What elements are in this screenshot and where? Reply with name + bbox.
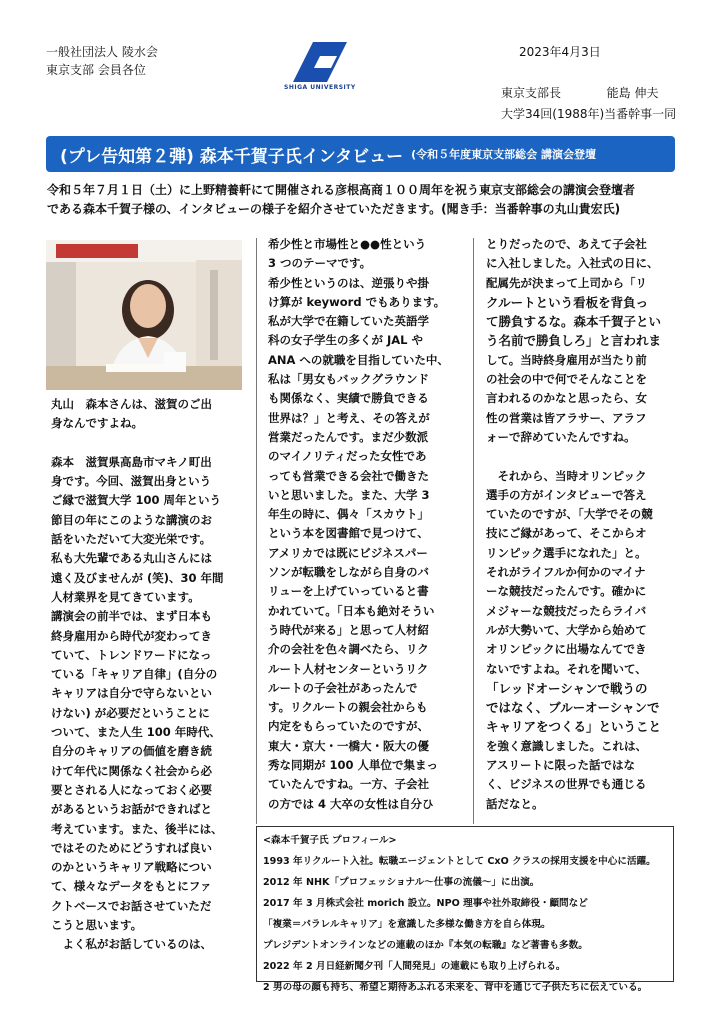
text-line: いと思いました。また、大学 3 [268, 487, 430, 502]
interview-column-2 [268, 235, 468, 814]
text-line: けて年代に関係なく社会から必 [51, 763, 212, 778]
text-line: 希少性というのは、逆張りや掛 [268, 275, 429, 290]
text-line: っても営業できる会社で働きた [268, 468, 429, 483]
logo-text: SHIGA UNIVERSITY [284, 84, 356, 91]
profile-line: 2 男の母の顔も持ち、希望と期待あふれる未来を、背中を通じて子供たちに伝えている。 [263, 982, 648, 993]
text-line: ではなく、ブルーオーシャンで [486, 700, 660, 716]
text-line: も関係なく、実績で勝負できる [268, 391, 429, 406]
profile-line: 2012 年 NHK「プロフェッショナル～仕事の流儀～」に出演。 [263, 877, 540, 888]
text-line: 選手の方がインタビューで答え [486, 487, 647, 502]
text-line: して。当時終身雇用が当たり前 [486, 352, 647, 367]
text-line: 終身雇用から時代が変わってき [51, 628, 212, 643]
text-line: リューを上げていっていると書 [268, 584, 429, 599]
text-line: かれていて。「日本も絶対そうい [268, 603, 435, 618]
text-line: という本を図書館で見つけて、 [268, 526, 429, 541]
sender-group: 大学34回(1988年)当番幹事一同 [501, 107, 677, 121]
column-divider [473, 238, 474, 824]
text-line: て、様々なデータをもとにファ [51, 879, 212, 894]
text-line: オリンピックに出場なんてでき [486, 642, 647, 657]
interview-photo [46, 240, 242, 390]
text-line: ォーで辞めていたんですね。 [486, 429, 636, 444]
text-line: 講演会の前半では、まず日本も [51, 609, 212, 624]
text-line: ーな競技だったんです。確かに [486, 584, 647, 599]
profile-line: 1993 年リクルート入社。転職エージェントとして CxO クラスの採用支援を中心に活躍。 [263, 856, 656, 867]
text-line: があるというお話ができればと [51, 802, 212, 817]
text-line: 年生の時に、偶々「スカウト」 [268, 507, 429, 522]
text-line: 話だなと。 [486, 796, 544, 811]
text-line: ていたのですが、「大学でその競 [486, 507, 653, 522]
text-line: それがライフルか何かのマイナ [486, 565, 646, 580]
text-line: 介の会社を色々調べたら、リク [268, 642, 429, 657]
text-line: 東大・京大・一橋大・阪大の優 [268, 738, 429, 753]
text-line: 考えています。また、後半には、 [51, 821, 223, 836]
text-line: ルートの子会社があったんで [268, 680, 418, 695]
text-line: 科の女子学生の多くが JAL や [268, 333, 424, 348]
text-line: 秀な同期が 100 人単位で集まっ [268, 758, 439, 773]
shiga-university-logo-icon [293, 42, 347, 82]
text-line: を強く意識しました。これは、 [486, 738, 647, 753]
column-divider [256, 238, 257, 824]
document-date: 2023年4月3日 [519, 45, 601, 59]
text-line: 3 つのテーマです。 [268, 256, 372, 271]
text-line: 配属先が決まって上司から「リ [486, 275, 647, 290]
page-subtitle: (令和５年度東京支部総会 講演会登壇 [411, 148, 596, 161]
text-line: ついて、また人生 100 年時代、 [51, 725, 221, 740]
text-line: こうと思います。 [51, 918, 143, 933]
text-line: リンピック選手になれた」と。 [486, 545, 647, 560]
text-line: 話をいただいて大変光栄です。 [51, 532, 212, 547]
text-line: 要とされる人になっておく必要 [51, 782, 212, 797]
text-line: く、ビジネスの世界でも通じる [486, 777, 647, 792]
profile-line: プレジデントオンラインなどの連載のほか『本気の転職』など著書も多数。 [263, 940, 588, 951]
title-banner [46, 136, 675, 172]
text-line: クトベースでお話させていただ [51, 898, 212, 913]
lead-line: 令和５年７月１日（土）に上野精養軒にて開催される彦根高商１００周年を祝う東京支部総会の講演会登壇者 [47, 183, 636, 197]
text-line: 言われるのかなと思ったら、女 [486, 391, 647, 406]
text-line: ANA への就職を目指していた中、 [268, 352, 449, 367]
text-line: ている「キャリア自律」(自分の [51, 667, 218, 682]
page-title: (プレ告知第２弾) 森本千賀子氏インタビュー [60, 146, 404, 167]
organization-name: 一般社団法人 陵水会 [46, 45, 158, 59]
text-line: 身です。今回、滋賀出身という [51, 474, 212, 489]
profile-heading: <森本千賀子氏 プロフィール> [263, 835, 397, 846]
interview-column-3 [486, 235, 676, 814]
text-line: 世界は？」と考え、その答えが [268, 410, 430, 425]
text-line: のマイノリティだった女性であ [268, 449, 427, 464]
profile-line: 2022 年 2 月日経新聞夕刊「人間発見」の連載にも取り上げられる。 [263, 961, 566, 972]
text-line: 身なんですよね。 [51, 416, 143, 431]
text-line: す。リクルートの親会社からも [268, 700, 428, 715]
text-line: に入社しました。入社式の日に、 [486, 256, 659, 271]
text-line: 私が大学で在籍していた英語学 [268, 314, 429, 329]
text-line: ではそのためにどうすれば良い [51, 840, 212, 855]
profile-box [256, 826, 674, 993]
text-line: て勝負するな。森本千賀子とい [486, 314, 662, 330]
text-line: アメリカでは既にビジネスパー [268, 545, 428, 560]
text-line: ていたんですね。一方、子会社 [268, 777, 429, 792]
text-line: の社会の中で何でそんなことを [486, 372, 647, 387]
text-line: の方では 4 大卒の女性は自分ひ [268, 796, 434, 811]
text-line: アスリートに限った話ではな [486, 758, 636, 773]
text-line: け算が keyword でもあります。 [268, 294, 446, 309]
profile-line: 2017 年 3 月株式会社 morich 設立。NPO 理事や社外取締役・顧問など [263, 898, 588, 909]
text-line [51, 434, 251, 453]
text-line: よく私がお話しているのは、 [51, 937, 212, 952]
text-line: ルが大勢いて、大学から始めて [486, 622, 647, 637]
sender-name: 能島 伸夫 [606, 86, 659, 100]
sender-block [501, 84, 676, 123]
text-line: 森本 滋賀県高島市マキノ町出 [51, 454, 212, 469]
addressee: 東京支部 会員各位 [46, 63, 146, 77]
lead-paragraph [47, 181, 679, 219]
text-line: 遠く及びませんが (笑)、30 年間 [51, 570, 224, 585]
text-line: ご縁で滋賀大学 100 周年という [51, 493, 222, 508]
text-line: 人材業界を見てきています。 [51, 589, 200, 604]
profile-line: 「複業＝パラレルキャリア」を意識した多様な働き方を自ら体現。 [263, 919, 551, 930]
text-line: 私は「男女もバックグラウンド [268, 372, 429, 387]
text-line: とりだったので、あえて子会社 [486, 237, 647, 251]
text-line: 技にご縁があって、そこからオ [486, 526, 647, 541]
text-line: 節目の年にこのような講演のお [51, 512, 212, 527]
text-line: 性の営業は皆アラサー、アラフ [486, 410, 647, 425]
text-line: メジャーな競技だったらライバ [486, 603, 647, 618]
text-line: ソンが転職をしながら自身のバ [268, 565, 429, 580]
text-line: う名前で勝負しろ」と言われま [486, 333, 662, 349]
text-line: それから、当時オリンピック [486, 468, 647, 483]
text-line: 自分のキャリアの価値を磨き続 [51, 744, 212, 759]
text-line: 営業だったんです。まだ少数派 [268, 429, 429, 444]
text-line: ルート人材センターというリク [268, 661, 429, 676]
text-line: 私も大先輩である丸山さんには [51, 551, 212, 566]
text-line [486, 447, 676, 466]
text-line: 希少性と市場性と●●性という [268, 237, 427, 251]
text-line: 内定をもらっていたのですが、 [268, 719, 429, 734]
text-line: 丸山 森本さんは、滋賀のご出 [51, 397, 212, 411]
text-line: のかというキャリア戦略につい [51, 860, 212, 875]
text-line: 「レッドオーシャンで戦うの [486, 680, 648, 696]
sender-title: 東京支部長 [501, 86, 562, 100]
text-line: う時代が来る」と思って人材紹 [268, 622, 429, 637]
text-line: キャリアをつくる」ということ [486, 719, 662, 735]
text-line: キャリアは自分で守らないとい [51, 686, 212, 701]
organization-block [46, 43, 158, 79]
text-line: クルートという看板を背負っ [486, 294, 649, 310]
interview-column-1 [51, 395, 251, 955]
lead-line: である森本千賀子様の、インタビューの様子を紹介させていただきます。(聞き手：当番幹事の丸山貴宏氏) [47, 202, 621, 216]
text-line: ていて、トレンドワードになっ [51, 647, 212, 662]
text-line: けない) が必要だということに [51, 705, 210, 720]
text-line: ないですよね。それを聞いて、 [486, 661, 647, 676]
